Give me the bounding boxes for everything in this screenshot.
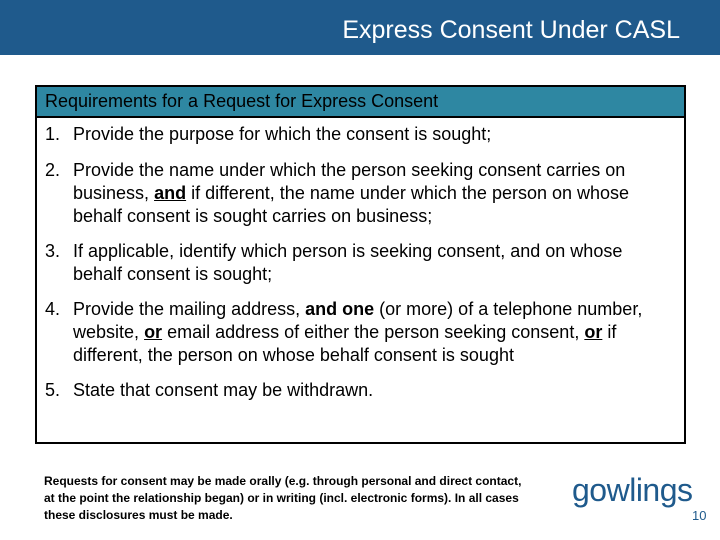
- item-number: 4.: [45, 299, 61, 319]
- item-number: 3.: [45, 241, 61, 261]
- item-text: email address of either the person seeking consent,: [167, 322, 580, 342]
- item-text: Provide the purpose for which the consent is sought;: [73, 124, 492, 144]
- item-text: State that consent may be withdrawn.: [73, 380, 374, 400]
- title-bar: [0, 0, 720, 55]
- item-text: if different, the name under which the person on whose behalf consent is sought carries on business;: [73, 183, 630, 226]
- gowlings-logo: gowlings: [572, 472, 693, 508]
- item-text: (or more) of a telephone number, website,: [73, 299, 643, 342]
- emphasis-or: or: [584, 322, 603, 342]
- emphasis-and-one: and one: [305, 299, 375, 319]
- item-number: 1.: [45, 124, 61, 144]
- page-number: 10: [692, 508, 707, 523]
- list-item: [37, 298, 684, 367]
- slide-title: Express Consent Under CASL: [342, 16, 680, 44]
- list-item: [37, 123, 684, 146]
- item-text: if different, the person on whose behalf consent is sought: [73, 322, 617, 365]
- footnote: Requests for consent may be made orally (e.g. through personal and direct contact, at the point the relationship began) or in writing (incl. electronic forms). In all cases these disclosures must be made.: [44, 474, 522, 522]
- list-item: [37, 240, 684, 286]
- list-item: [37, 379, 684, 402]
- emphasis-and: and: [154, 183, 187, 203]
- item-text: Provide the mailing address,: [73, 299, 301, 319]
- item-number: 5.: [45, 380, 61, 400]
- item-text: Provide the name under which the person seeking consent carries on business,: [73, 160, 626, 203]
- list-item: [37, 159, 684, 228]
- panel-heading: Requirements for a Request for Express Consent: [37, 87, 684, 118]
- requirements-panel: [35, 85, 686, 444]
- item-number: 2.: [45, 160, 61, 180]
- requirements-list: [37, 123, 684, 402]
- emphasis-or: or: [144, 322, 163, 342]
- item-text: If applicable, identify which person is seeking consent, and on whose behalf consent is sought;: [73, 241, 623, 284]
